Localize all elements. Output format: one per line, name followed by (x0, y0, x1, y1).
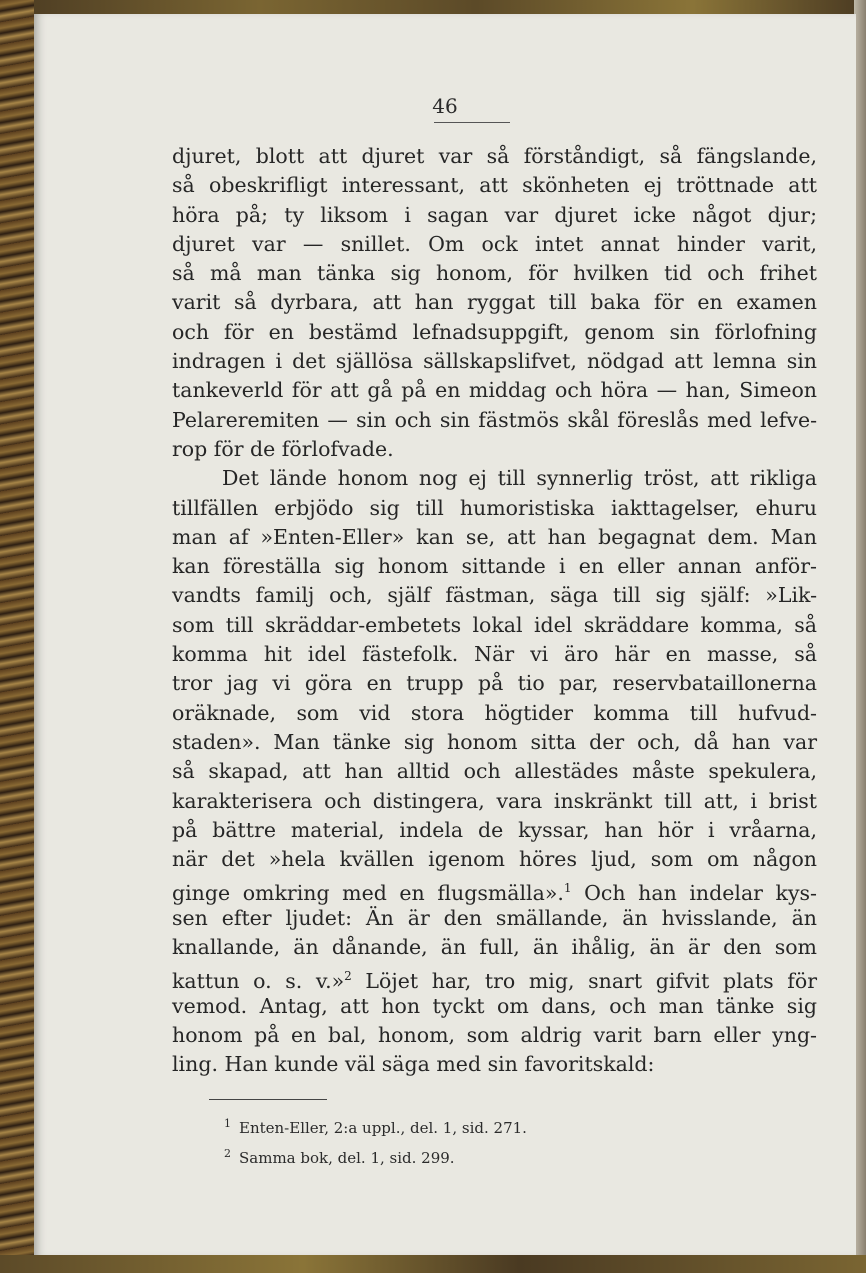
footnote-ref-1[interactable]: 1 (563, 881, 572, 896)
text-line: djuret, blott att djuret var så förståndigt, så fängslande, (172, 144, 817, 168)
text-line: djuret var — snillet. Om ock intet annat hinder varit, (172, 231, 817, 256)
footnote-2 (224, 1141, 624, 1171)
text-line: tror jag vi göra en trupp på tio par, reservbataillonerna (172, 671, 817, 696)
text-line: sen efter ljudet: Än är den smällande, än hvisslande, än (172, 905, 817, 930)
text-line: rop för de förlofvade. (172, 436, 394, 461)
text-line: kan föreställa sig honom sittande i en eller annan anför- (172, 554, 817, 579)
footnote-text: Enten-Eller, 2:a uppl., del. 1, sid. 271. (239, 1119, 527, 1137)
text-line: Pelareremiten — sin och sin fästmös skål föreslås med lefve- (172, 407, 817, 432)
footnote-1 (224, 1111, 624, 1141)
body-text (172, 142, 817, 1080)
footnote-mark: 2 (224, 1147, 231, 1160)
text-line: så skapad, att han alltid och allestädes måste spekulera, (172, 759, 817, 784)
text-line-with-footnote (172, 962, 817, 994)
text-line-with-footnote (172, 874, 817, 906)
text-segment: Löjet har, tro mig, snart gifvit plats för (365, 969, 817, 994)
book-spine (0, 0, 34, 1273)
text-line: varit så dyrbara, att han ryggat till baka för en examen (172, 290, 817, 315)
text-line: staden». Man tänke sig honom sitta der och, då han var (172, 729, 817, 754)
text-line: vandts familj och, själf fästman, säga till sig själf: »Lik- (172, 583, 817, 608)
text-segment: Och han indelar kys- (584, 881, 817, 906)
text-line: tankeverld för att gå på en middag och höra — han, Simeon (172, 378, 817, 403)
text-line: på bättre material, indela de kyssar, han hör i vråarna, (172, 817, 817, 842)
book-cover-bottom-edge (0, 1255, 866, 1273)
text-line: man af »Enten-Eller» kan se, att han begagnat dem. Man (172, 524, 817, 549)
footnote-mark: 1 (224, 1117, 231, 1130)
text-line: vemod. Antag, att hon tyckt om dans, och man tänke sig (172, 993, 817, 1018)
text-line: ling. Han kunde väl säga med sin favoritskald: (172, 1052, 655, 1077)
book-page (34, 14, 856, 1256)
text-line: så må man tänka sig honom, för hvilken tid och frihet (172, 261, 817, 286)
text-line: och för en bestämd lefnadsuppgift, genom sin förlofning (172, 319, 817, 344)
text-line: tillfällen erbjödo sig till humoristiska iakttagelser, ehuru (172, 495, 817, 520)
text-line: när det »hela kvällen igenom höres ljud, som om någon (172, 847, 817, 872)
text-line: karakterisera och distingera, vara inskränkt till att, i brist (172, 788, 817, 813)
footnote-rule (209, 1099, 327, 1100)
page-number-rule (434, 122, 510, 123)
text-line: så obeskrifligt interessant, att skönheten ej tröttnade att (172, 173, 817, 198)
text-line: indragen i det själlösa sällskapslifvet, nödgad att lemna sin (172, 349, 817, 374)
text-line: höra på; ty liksom i sagan var djuret icke något djur; (172, 202, 817, 227)
text-line: honom på en bal, honom, som aldrig varit barn eller yng- (172, 1022, 817, 1047)
text-line: knallande, än dånande, än full, än ihålig, än är den som (172, 935, 817, 960)
text-line: Det lände honom nog ej till synnerlig tröst, att rikliga (222, 466, 817, 491)
footnotes (224, 1111, 624, 1171)
text-segment: ginge omkring med en flugsmälla». (172, 881, 564, 906)
page-number: 46 (432, 94, 458, 118)
footnote-ref-2[interactable]: 2 (344, 969, 352, 984)
text-line: oräknade, som vid stora högtider komma till hufvud- (172, 700, 817, 725)
text-line: som till skräddar-embetets lokal idel skräddare komma, så (172, 612, 817, 637)
text-line: komma hit idel fästefolk. När vi äro här en masse, så (172, 642, 817, 667)
text-segment: kattun o. s. v.» (172, 969, 345, 994)
footnote-text: Samma bok, del. 1, sid. 299. (239, 1149, 455, 1167)
